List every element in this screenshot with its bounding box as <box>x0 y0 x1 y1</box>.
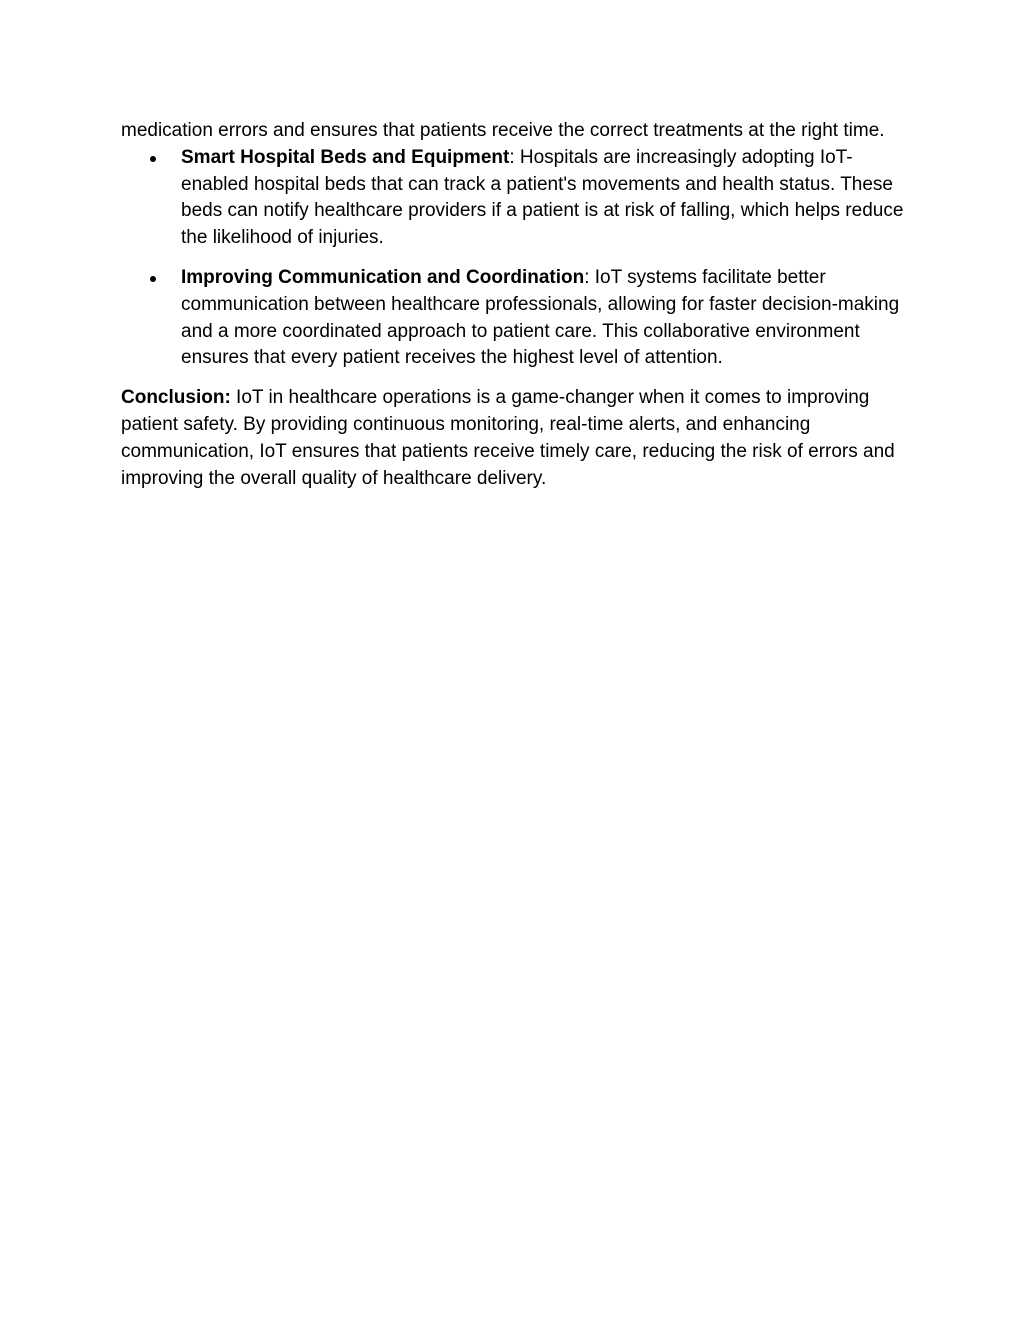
bullet-title: Smart Hospital Beds and Equipment <box>181 146 510 168</box>
bullet-dot-icon <box>150 276 156 282</box>
conclusion-paragraph <box>121 385 911 492</box>
bullet-list <box>121 145 911 372</box>
bullet-item-smart-beds <box>121 145 911 252</box>
bullet-title: Improving Communication and Coordination <box>181 266 585 288</box>
continuation-paragraph: medication errors and ensures that patients receive the correct treatments at the right time. <box>121 120 885 141</box>
bullet-text: : IoT systems facilitate better communication between healthcare professionals, allowing for faster decision-making and a more coordinated approach to patient care. This collaborative environment ensures that every patient receives the highest level of attention. <box>181 266 900 369</box>
bullet-dot-icon <box>150 156 156 162</box>
bullet-item-communication <box>121 265 911 372</box>
conclusion-label: Conclusion: <box>121 387 231 409</box>
bullet-text: : Hospitals are increasingly adopting IoT-enabled hospital beds that can track a patient's movements and health status. These beds can notify healthcare providers if a patient is at risk of falling, which helps reduce the likelihood of injuries. <box>181 146 904 249</box>
document-body <box>121 118 911 492</box>
conclusion-text: IoT in healthcare operations is a game-changer when it comes to improving patient safety. By providing continuous monitoring, real-time alerts, and enhancing communication, IoT ensures that patients receive timely care, reducing the risk of errors and improving the overall quality of healthcare delivery. <box>121 387 895 489</box>
